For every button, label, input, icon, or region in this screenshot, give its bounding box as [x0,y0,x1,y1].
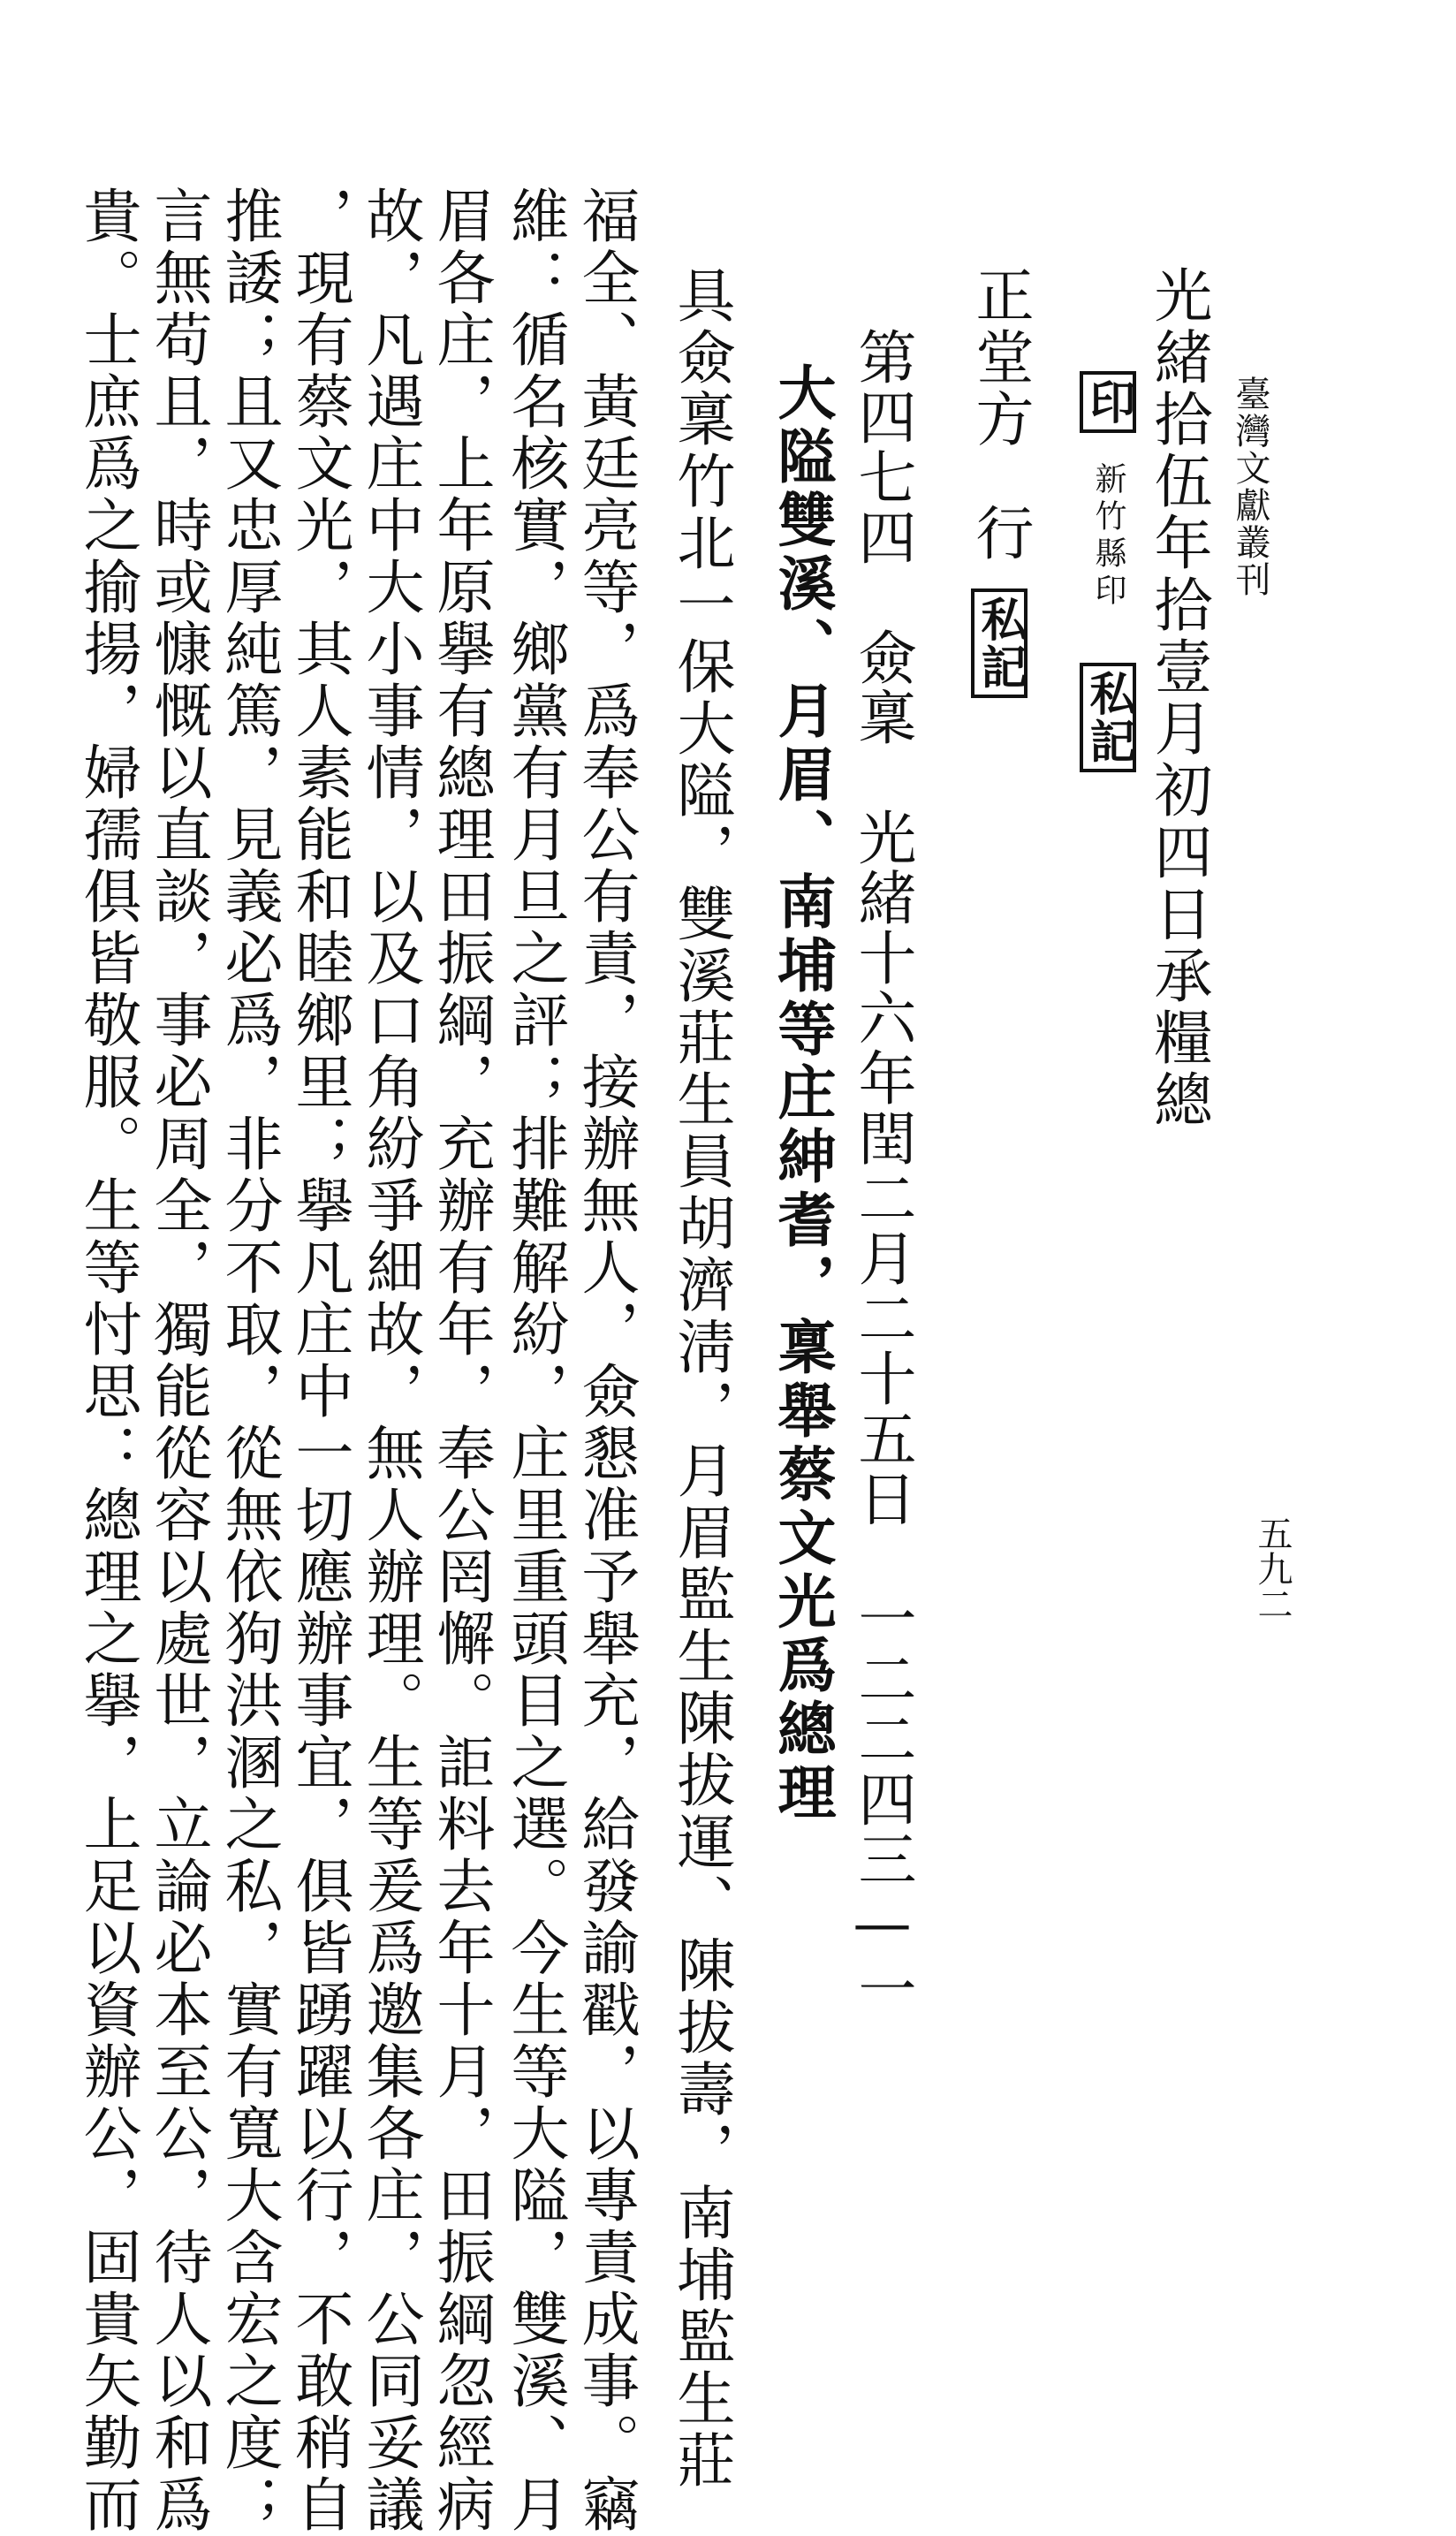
body-line-3: 維：循名核實，鄉黨有月旦之評；排難解紛，庄里重頭目之選。今生等大隘，雙溪、月 [501,186,569,2536]
signer: 正堂方 [966,265,1034,451]
prev-date-line: 光緒拾伍年拾壹月初四日承糧總 [1144,265,1212,1131]
body-line-7: 推諉；且又忠厚純篤，見義必爲，非分不取，從無依狗洪溷之私，實有寬大含宏之度； [215,186,283,2536]
body-line-1: 具僉稟竹北一保大隘，雙溪莊生員胡濟淸，月眉監生陳拔運、陳拔壽，南埔監生莊 [667,265,735,2492]
signer-group [966,265,1034,698]
body-line-9: 貴。士庶爲之揄揚，婦孺俱皆敬服。生等忖思：總理之擧，上足以資辦公，固貴矢勤而 [73,186,141,2536]
seal-yin: 印 [1080,371,1136,433]
document-heading: 第四七四 僉稟 光緒十六年閏二月二十五日 一二二四三—一 [848,327,916,2019]
body-line-6: ，現有蔡文光，其人素能和睦鄉里；擧凡庄中一切應辦事宜，俱皆踴躍以行，不敢稍自 [285,186,353,2536]
body-line-5: 故，凡遇庄中大小事情，以及口角紛爭細故，無人辦理。生等爰爲邀集各庄，公同妥議 [356,186,424,2536]
body-line-4: 眉各庄，上年原擧有總理田振綱，充辦有年，奉公罔懈。詎料去年十月，田振綱忽經病 [427,186,495,2536]
signer-action: 行 [966,503,1034,565]
document-subtitle: 大隘雙溪、月眉、南埔等庄紳耆，稟舉蔡文光爲總理 [768,362,837,1826]
body-line-8: 言無苟且，時或慷慨以直談，事必周全，獨能從容以處世，立論必本至公，待人以和爲 [144,186,212,2536]
seal-siji-1: 私記 [1080,663,1136,772]
seal-xinzhu-label: 新竹縣印 [1090,462,1126,611]
page-number: 五九二 [1252,1515,1293,1621]
series-title: 臺灣文獻叢刊 [1230,376,1270,598]
seal-siji-2: 私記 [971,588,1028,698]
body-line-2: 福全、黃廷亮等，爲奉公有責，接辦無人，僉懇准予舉充，給發諭戳，以專責成事。竊 [572,186,640,2536]
seal-group [1080,371,1136,772]
